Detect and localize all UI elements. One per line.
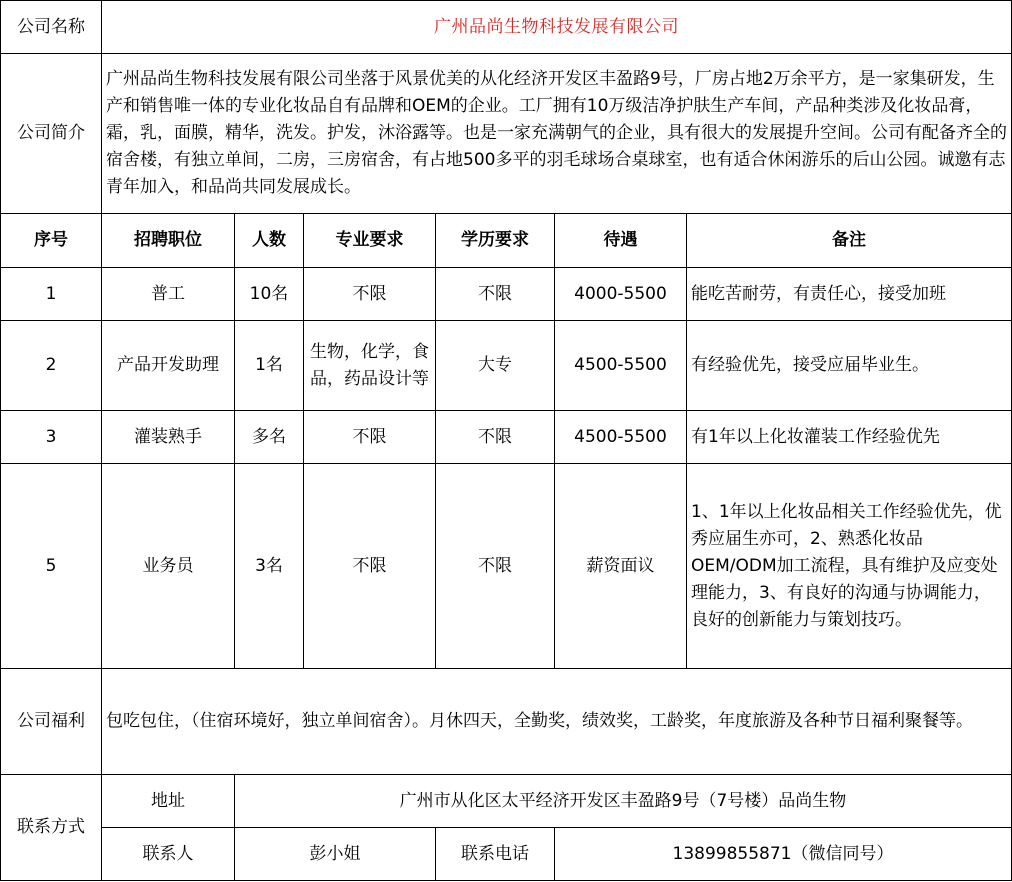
- person-value: 彭小姐: [235, 828, 436, 881]
- row-education: 不限: [436, 268, 555, 321]
- row-note: 有经验优先，接受应届毕业生。: [687, 321, 1012, 411]
- row-no: 2: [1, 321, 102, 411]
- row-salary: 4500-5500: [555, 411, 687, 464]
- phone-label: 联系电话: [436, 828, 555, 881]
- row-note: 有1年以上化妆灌装工作经验优先: [687, 411, 1012, 464]
- row-major: 生物，化学，食品，药品设计等: [304, 321, 436, 411]
- company-intro-text: 广州品尚生物科技发展有限公司坐落于风景优美的从化经济开发区丰盈路9号，厂房占地2万余平方，是一家集研发，生产和销售唯一体的专业化妆品自有品牌和OEM的企业。工厂拥有10万级洁净护肤生产车间，产品种类涉及化妆品膏，霜，乳，面膜，精华，洗发。护发，沐浴露等。也是一家充满朝气的企业，具有很大的发展提升空间。公司有配备齐全的宿舍楼，有独立单间，二房，三房宿舍，有占地500多平的羽毛球场合桌球室，也有适合休闲游乐的后山公园。诚邀有志青年加入，和品尚共同发展成长。: [102, 54, 1012, 214]
- contact-address-row: [1, 775, 1012, 828]
- phone-value: 13899855871（微信同号）: [555, 828, 1012, 881]
- header-note: 备注: [687, 214, 1012, 268]
- benefits-row: [1, 669, 1012, 775]
- table-row: [1, 268, 1012, 321]
- header-education: 学历要求: [436, 214, 555, 268]
- company-name-label: 公司名称: [1, 1, 102, 54]
- row-salary: 薪资面议: [555, 464, 687, 669]
- row-major: 不限: [304, 268, 436, 321]
- benefits-label: 公司福利: [1, 669, 102, 775]
- row-count: 10名: [235, 268, 304, 321]
- row-no: 1: [1, 268, 102, 321]
- row-major: 不限: [304, 411, 436, 464]
- header-count: 人数: [235, 214, 304, 268]
- benefits-text: 包吃包住，（住宿环境好，独立单间宿舍）。月休四天，全勤奖，绩效奖，工龄奖，年度旅游及各种节日福利聚餐等。: [102, 669, 1012, 775]
- row-no: 3: [1, 411, 102, 464]
- row-position: 灌装熟手: [102, 411, 235, 464]
- header-salary: 待遇: [555, 214, 687, 268]
- contact-person-row: [1, 828, 1012, 881]
- header-major: 专业要求: [304, 214, 436, 268]
- company-name-title: 广州品尚生物科技发展有限公司: [102, 1, 1012, 54]
- row-education: 不限: [436, 464, 555, 669]
- row-education: 大专: [436, 321, 555, 411]
- row-note: 能吃苦耐劳，有责任心，接受加班: [687, 268, 1012, 321]
- address-value: 广州市从化区太平经济开发区丰盈路9号（7号楼）品尚生物: [235, 775, 1012, 828]
- company-name-row: [1, 1, 1012, 54]
- table-row: [1, 321, 1012, 411]
- row-major: 不限: [304, 464, 436, 669]
- row-position: 业务员: [102, 464, 235, 669]
- company-intro-label: 公司简介: [1, 54, 102, 214]
- company-intro-row: [1, 54, 1012, 214]
- row-position: 产品开发助理: [102, 321, 235, 411]
- header-position: 招聘职位: [102, 214, 235, 268]
- contact-label: 联系方式: [1, 775, 102, 881]
- table-row: [1, 464, 1012, 669]
- row-salary: 4500-5500: [555, 321, 687, 411]
- row-no: 5: [1, 464, 102, 669]
- row-salary: 4000-5500: [555, 268, 687, 321]
- person-label: 联系人: [102, 828, 235, 881]
- row-count: 3名: [235, 464, 304, 669]
- row-education: 不限: [436, 411, 555, 464]
- row-count: 多名: [235, 411, 304, 464]
- header-no: 序号: [1, 214, 102, 268]
- table-header-row: [1, 214, 1012, 268]
- row-count: 1名: [235, 321, 304, 411]
- address-label: 地址: [102, 775, 235, 828]
- table-row: [1, 411, 1012, 464]
- row-note: 1、1年以上化妆品相关工作经验优先，优秀应届生亦可，2、熟悉化妆品OEM/ODM加工流程，具有维护及应变处理能力，3、有良好的沟通与协调能力，良好的创新能力与策划技巧。: [687, 464, 1012, 669]
- row-position: 普工: [102, 268, 235, 321]
